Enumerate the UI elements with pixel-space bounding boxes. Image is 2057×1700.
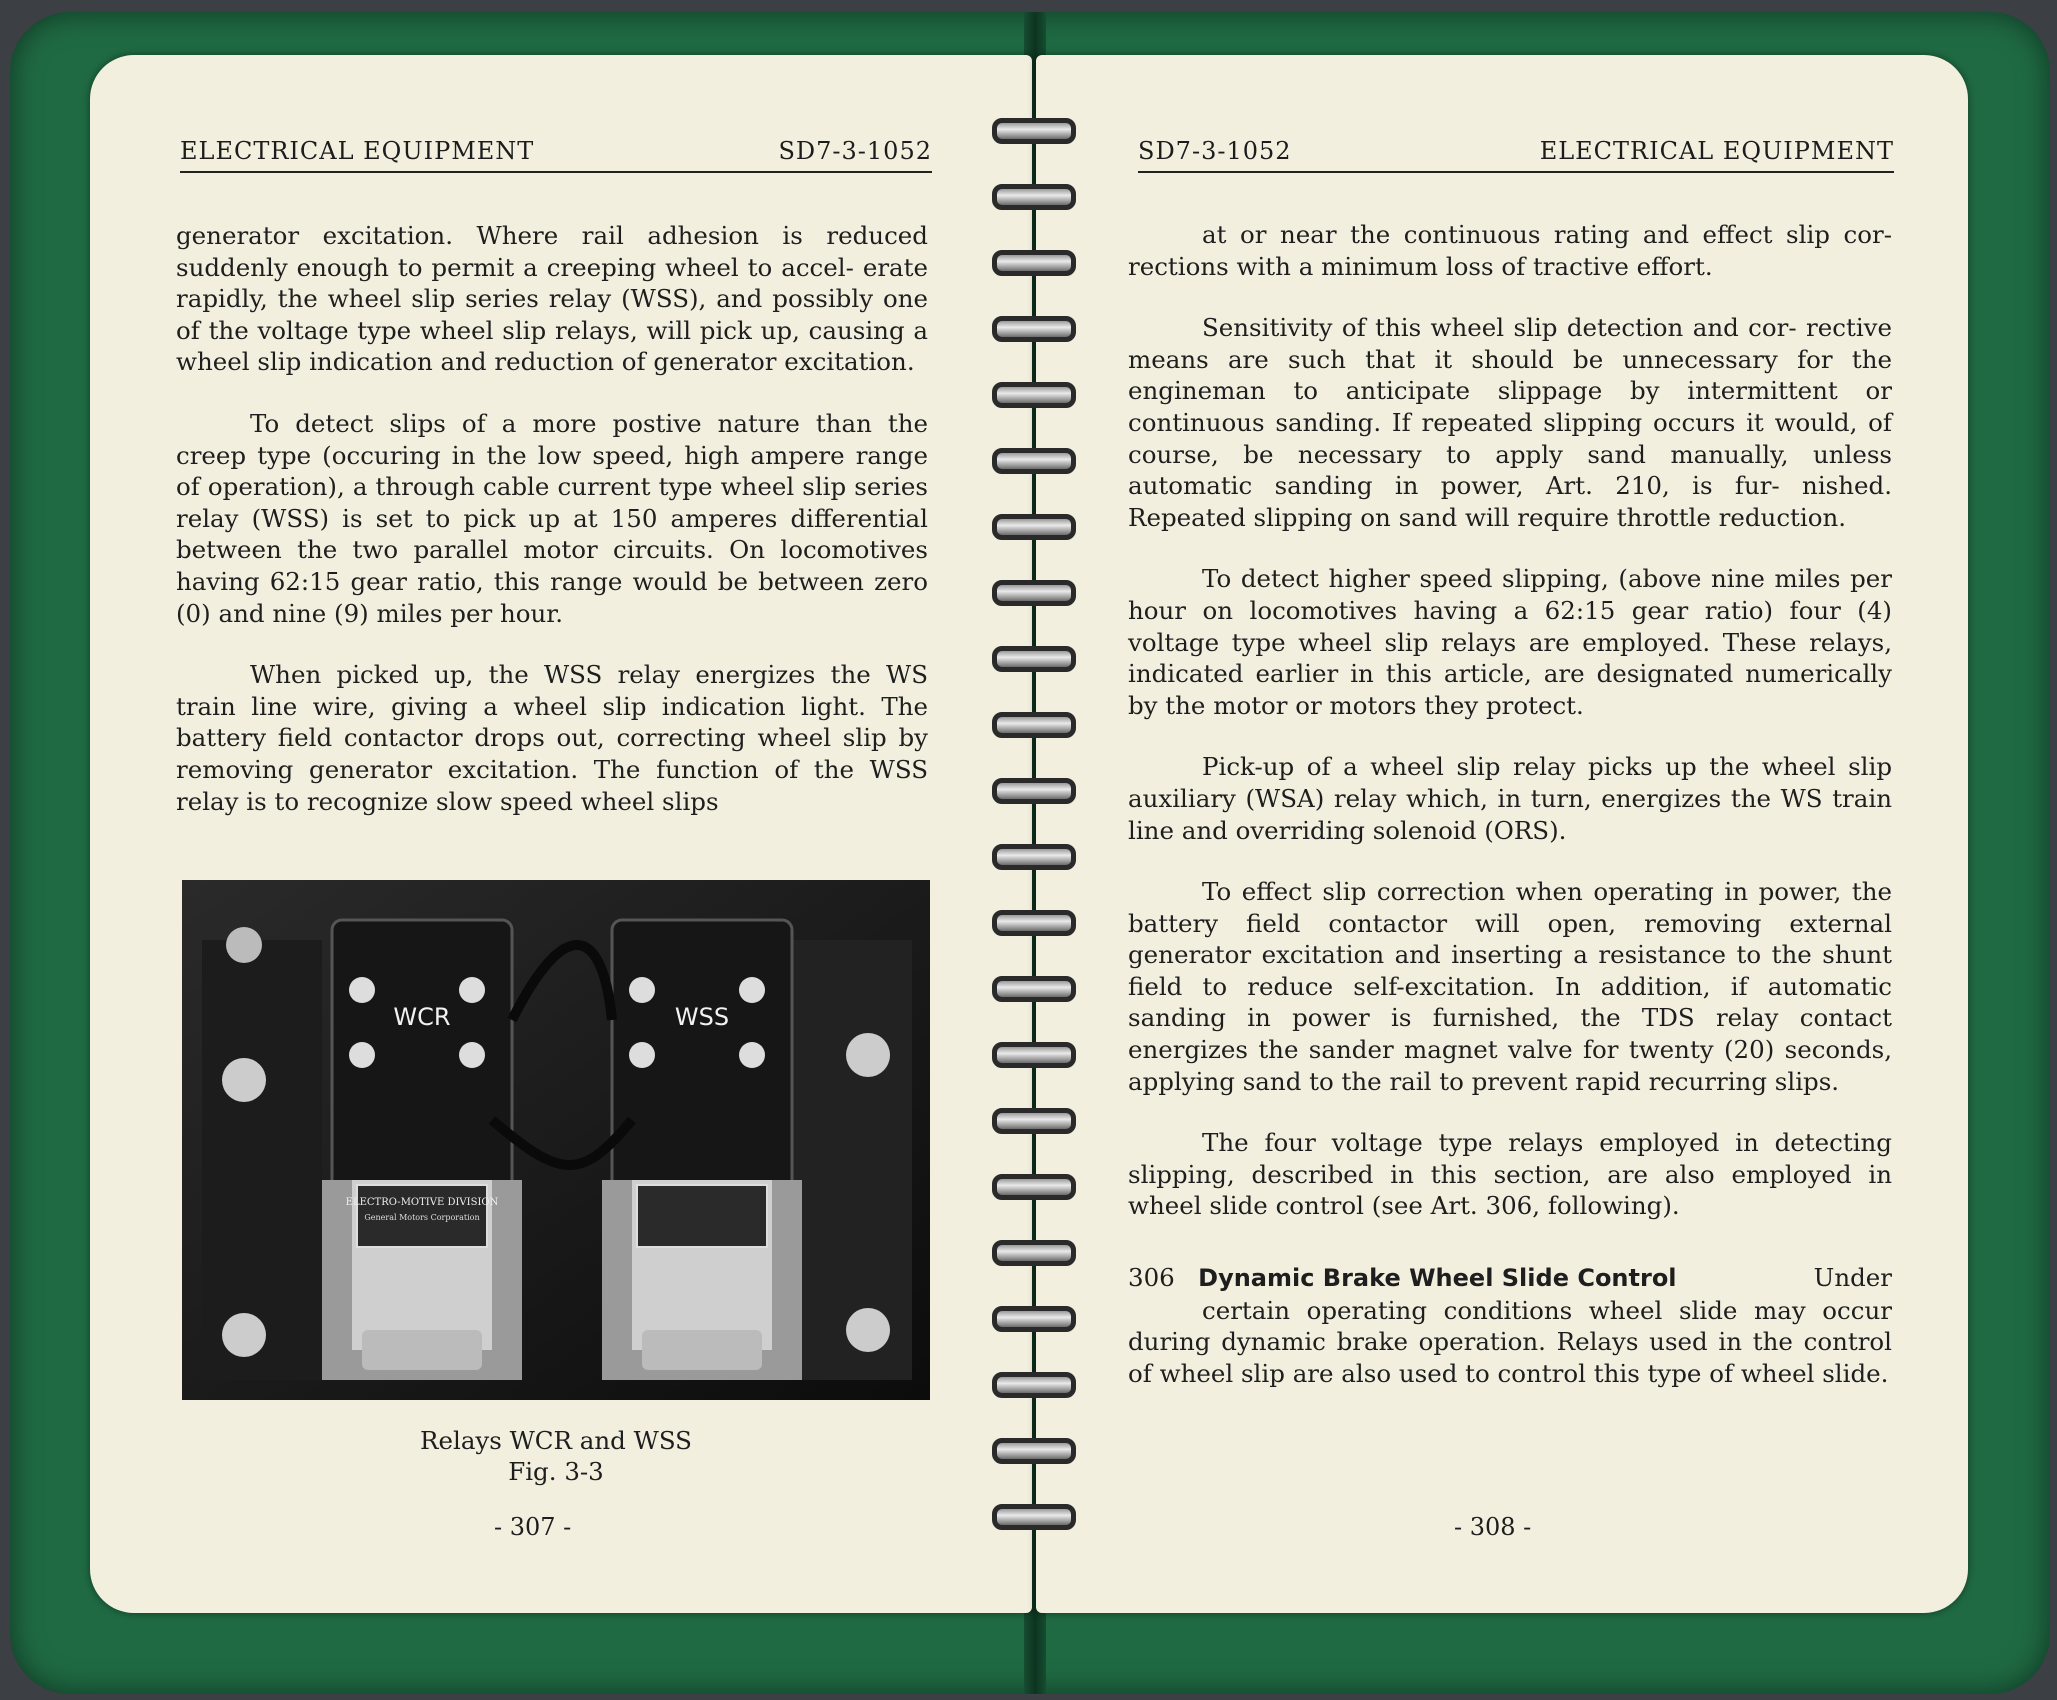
right-header-title: ELECTRICAL EQUIPMENT [1539,137,1894,165]
section-number: 306 [1128,1263,1175,1293]
relay-label-wcr: WCR [393,1003,451,1031]
right-page [1036,55,1968,1613]
section-lead-word: Under [1813,1263,1892,1293]
left-paragraph-2: To detect slips of a more postive nature than the creep type (occuring in the low speed, high ampere range of operation), a through cable current type wheel slip series relay (WSS) is set to pick up at 150 amperes differential between the two parallel motor circuits. On locomotives having 62:15 gear ratio, this range would be between zero (0) and nine (9) miles per hour. [176,408,928,628]
right-paragraph-1: at or near the continuous rating and effect slip cor- rections with a minimum loss of tractive effort. [1128,220,1892,281]
relay-label-wss: WSS [674,1003,730,1031]
relay-photo-illustration [182,880,930,1400]
left-page-body [176,220,928,817]
caption-figure-number: Fig. 3-3 [508,1457,604,1486]
left-paragraph-1: generator excitation. Where rail adhesion is reduced suddenly enough to permit a creeping wheel to accel- erate rapidly, the wheel slip series relay (WSS), and possibly one of the voltage type wheel slip relays, will pick up, causing a wheel slip indication and reduction of generator excitation. [176,221,928,377]
right-paragraph-7: certain operating conditions wheel slide may occur during dynamic brake operation. Relays used in the control of wheel slip are also used to control this type of wheel slide. [1128,1295,1892,1388]
right-page-header [1138,135,1894,173]
right-header-doc-number: SD7-3-1052 [1138,137,1292,165]
right-page-number: - 308 - [1454,1513,1532,1541]
section-title: Dynamic Brake Wheel Slide Control [1198,1264,1677,1293]
right-page-body [1128,219,1892,1389]
right-paragraph-2: Sensitivity of this wheel slip detection and cor- rective means are such that it should be unnecessary for the engineman to anticipate slippage by intermittent or continuous sanding. If repeated slipping occurs it would, of course, be necessary to apply sand manually, unless automatic sanding in power, Art. 210, is fur- nished. Repeated slipping on sand will require throttle reduction. [1128,313,1892,532]
right-paragraph-4: Pick-up of a wheel slip relay picks up the wheel slip auxiliary (WSA) relay which, in turn, energizes the WS train line and overriding solenoid (ORS). [1128,752,1892,845]
left-header-title: ELECTRICAL EQUIPMENT [180,137,535,165]
relay-photo [182,880,930,1400]
figure-caption [182,1425,930,1487]
right-paragraph-3: To detect higher speed slipping, (above nine miles per hour on locomotives having a 62:15 gear ratio) four (4) voltage type wheel slip relays are employed. These relays, indicated earlier in this article, are designated numerically by the motor or motors they protect. [1128,564,1892,720]
left-page [90,55,1032,1613]
left-header-doc-number: SD7-3-1052 [778,137,932,165]
relay-plate-line-1: ELECTRO-MOTIVE DIVISION [345,1197,499,1208]
right-paragraph-5: To effect slip correction when operating in power, the battery field contactor will open, removing external generator excitation and inserting a resistance to the shunt field to reduce self-excitation. In addition, if automatic sanding in power is furnished, the TDS relay contact energizes the sander magnet valve for twenty (20) seconds, applying sand to the rail to prevent rapid recurring slips. [1128,877,1892,1096]
relay-plate-line-2: General Motors Corporation [364,1213,480,1222]
left-paragraph-3: When picked up, the WSS relay energizes the WS train line wire, giving a wheel slip indication light. The battery field contactor drops out, correcting wheel slip by removing generator excitation. The function of the WSS relay is to recognize slow speed wheel slips [176,660,928,816]
caption-title: Relays WCR and WSS [420,1426,692,1455]
right-paragraph-6: The four voltage type relays employed in detecting slipping, described in this section, are also employed in wheel slide control (see Art. 306, following). [1128,1128,1892,1221]
section-306-heading [1128,1262,1892,1295]
left-page-header [180,135,932,173]
left-page-number: - 307 - [494,1513,572,1541]
